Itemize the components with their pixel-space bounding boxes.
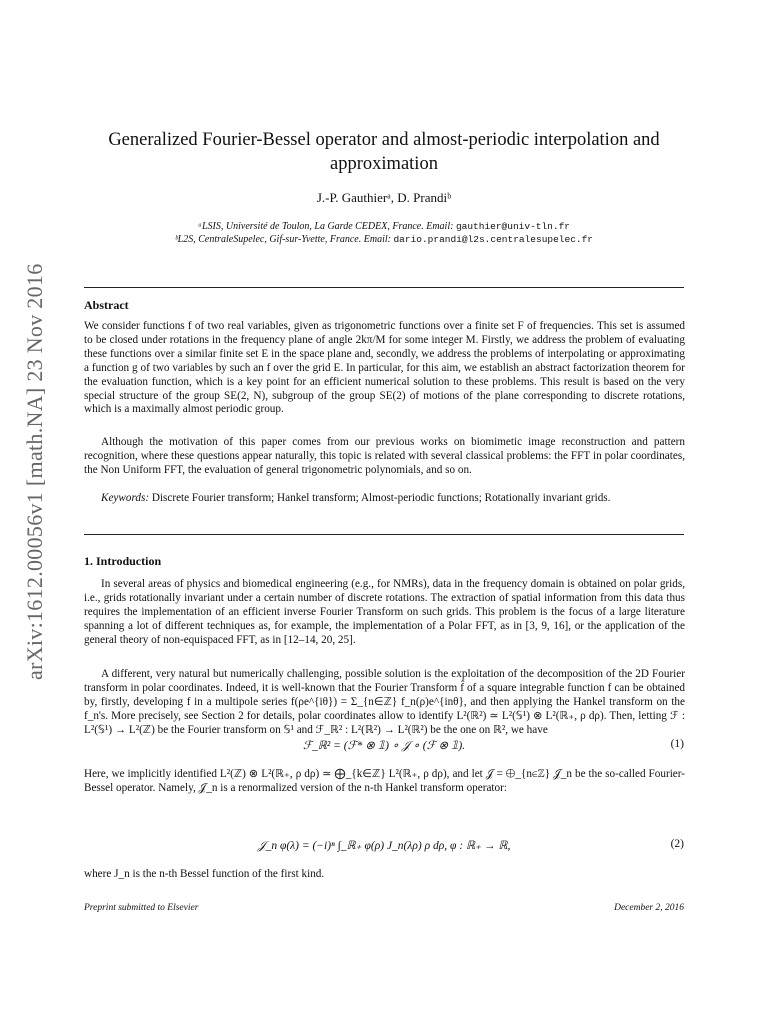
affiliation-b-email[interactable]: dario.prandi@l2s.centralesupelec.fr <box>393 234 594 245</box>
introduction-heading: 1. Introduction <box>84 554 162 568</box>
abstract-bottom-rule <box>84 534 684 535</box>
title-line-2: approximation <box>330 154 438 174</box>
intro-paragraph-4: where J_n is the n-th Bessel function of the first kind. <box>84 868 325 880</box>
equation-1 <box>84 738 684 756</box>
affiliation-a-email[interactable]: gauthier@univ-tln.fr <box>455 221 570 232</box>
affiliation-a-text: ᵃLSIS, Université de Toulon, La Garde CEDEX, France. Email: <box>198 221 456 232</box>
equation-2-number: (2) <box>670 838 684 850</box>
authors: J.-P. Gauthierᵃ, D. Prandiᵇ <box>316 190 452 205</box>
keywords-line <box>84 492 685 506</box>
keywords-text: Discrete Fourier transform; Hankel transform; Almost-periodic functions; Rotationally invariant grids. <box>151 492 611 504</box>
intro-paragraph-1: In several areas of physics and biomedical engineering (e.g., for NMRs), data in the frequency domain is obtained on polar grids, i.e., grids rotationally invariant under a certain number of discrete rotations. The extraction of spatial information from this data thus requires the implementation of an efficient inverse Fourier Transform on such grids. This problem is the focus of a large literature spanning a lot of different techniques as, for example, the implementation of a Polar FFT, as in [3, 9, 16], or the application of the general theory of non-equispaced FFT, as in [12–14, 20, 25]. <box>84 578 685 646</box>
abstract-heading: Abstract <box>84 298 129 312</box>
equation-2-body: 𝒥_n φ(λ) = (−i)ⁿ ∫_ℝ₊ φ(ρ) J_n(λρ) ρ dρ, φ : ℝ₊ → ℝ, <box>257 840 511 852</box>
keywords-label: Keywords: <box>101 492 150 504</box>
footer-preprint: Preprint submitted to Elsevier <box>84 903 199 913</box>
equation-1-number: (1) <box>670 738 684 750</box>
affiliation-b-text: ᵇL2S, CentraleSupelec, Gif-sur-Yvette, France. Email: <box>174 234 394 245</box>
equation-2 <box>84 838 684 856</box>
equation-1-body: ℱ_ℝ² = (ℱ* ⊗ 𝟙) ∘ 𝒥 ∘ (ℱ ⊗ 𝟙). <box>302 740 466 752</box>
abstract-paragraph-2: Although the motivation of this paper comes from our previous works on biomimetic image reconstruction and pattern recognition, where these questions appear naturally, this topic is related with several classical problems: the FFT in polar coordinates, the Non Uniform FFT, the evaluation of general trigonometric polynomials, and so on. <box>84 436 685 476</box>
intro-paragraph-2: A different, very natural but numerically challenging, possible solution is the exploitation of the decomposition of the 2D Fourier transform in polar coordinates. Indeed, it is well-known that the Fourier Transform f̂ of a square integrable function f can be obtained by, firstly, developing f in a multipole series f(ρe^{iθ}) = Σ_{n∈ℤ} f_n(ρ)e^{inθ}, and then applying the Hankel transform on the f_n's. More precisely, see Section 2 for details, polar coordinates allow to identify L²(ℝ²) ≃ L²(𝕊¹) ⊗ L²(ℝ₊, ρ dρ). Then, letting ℱ : L²(𝕊¹) → L²(ℤ) be the Fourier transform on 𝕊¹ and ℱ_ℝ² : L²(ℝ²) → L²(ℝ²) be the one on ℝ², we have <box>84 668 685 736</box>
affiliation-b <box>84 234 684 245</box>
arxiv-identifier: arXiv:1612.00056v1 [math.NA] 23 Nov 2016 <box>22 263 47 680</box>
footer-date: December 2, 2016 <box>614 903 684 913</box>
affiliation-a <box>84 221 684 232</box>
title-line-1: Generalized Fourier-Bessel operator and almost-periodic interpolation and <box>108 130 660 150</box>
paper-title <box>84 128 684 176</box>
abstract-paragraph-1: We consider functions f of two real variables, given as trigonometric functions over a finite set F of frequencies. This set is assumed to be closed under rotations in the frequency plane of angle 2kπ/M for some integer M. Firstly, we address the problem of evaluating these functions over a similar finite set E in the space plane and, secondly, we address the problems of interpolating or approximating a function g of two variables by such an f over the grid E. In particular, for this aim, we establish an abstract factorization theorem for the evaluation function, which is a key point for an efficient numerical solution to these problems. This result is based on the very special structure of the group SE(2, N), subgroup of the group SE(2) of motions of the plane corresponding to discrete rotations, which is a maximally almost periodic group. <box>84 320 685 416</box>
intro-paragraph-3: Here, we implicitly identified L²(ℤ) ⊗ L²(ℝ₊, ρ dρ) ≃ ⨁_{k∈ℤ} L²(ℝ₊, ρ dρ), and let 𝒥 = ⨁_{n∈ℤ} 𝒥_n be the so-called Fourier-Bessel operator. Namely, 𝒥_n is a renormalized version of the n-th Hankel transform operator: <box>84 768 685 794</box>
abstract-top-rule <box>84 287 684 288</box>
